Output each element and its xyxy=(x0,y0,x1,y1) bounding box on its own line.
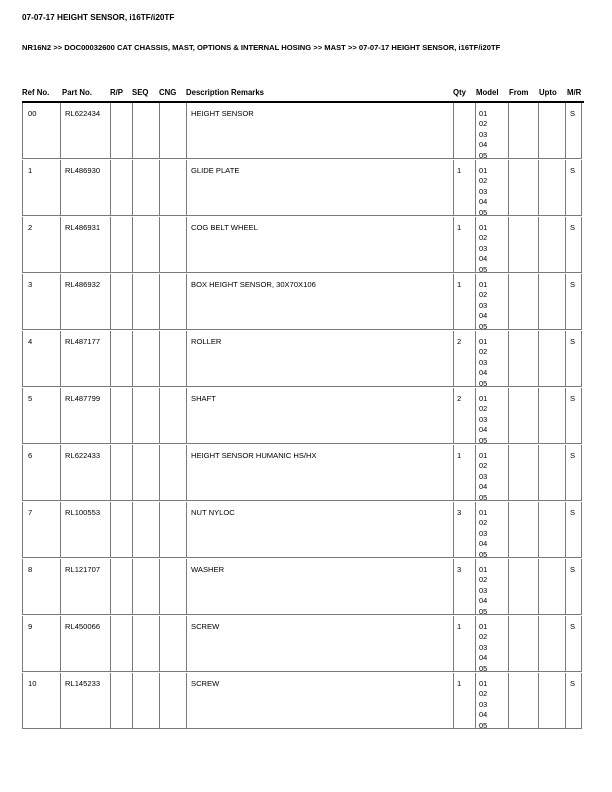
model-code: 03 xyxy=(479,642,488,652)
table-row xyxy=(22,160,582,216)
column-divider xyxy=(538,331,539,386)
model-code: 05 xyxy=(479,663,488,673)
model-code: 05 xyxy=(479,606,488,616)
cell-part-no: RL145233 xyxy=(65,679,101,688)
model-code: 04 xyxy=(479,197,488,207)
column-divider xyxy=(132,502,133,557)
column-divider xyxy=(110,559,111,614)
column-divider xyxy=(159,217,160,272)
cell-part-no: RL100553 xyxy=(65,508,101,517)
cell-mr: S xyxy=(570,223,576,232)
column-divider xyxy=(475,217,476,272)
cell-description: HEIGHT SENSOR xyxy=(191,109,254,118)
model-code: 05 xyxy=(479,378,488,388)
column-divider xyxy=(565,502,566,557)
model-code: 05 xyxy=(479,150,488,160)
column-divider xyxy=(453,445,454,500)
model-code: 01 xyxy=(479,280,488,289)
cell-models xyxy=(479,394,487,446)
model-code: 01 xyxy=(479,565,488,574)
column-divider xyxy=(159,559,160,614)
column-divider xyxy=(508,559,509,614)
cell-mr: S xyxy=(570,565,576,574)
table-row xyxy=(22,616,582,672)
model-code: 01 xyxy=(479,109,488,118)
column-divider xyxy=(186,502,187,557)
cell-ref-no: 10 xyxy=(28,679,37,688)
model-code: 02 xyxy=(479,518,488,528)
column-divider xyxy=(60,502,61,557)
cell-description: ROLLER xyxy=(191,337,222,346)
table-row xyxy=(22,274,582,330)
cell-ref-no: 5 xyxy=(28,394,33,403)
column-divider xyxy=(60,616,61,671)
cell-part-no: RL622433 xyxy=(65,451,101,460)
column-divider xyxy=(60,559,61,614)
cell-ref-no: 8 xyxy=(28,565,33,574)
column-divider xyxy=(453,217,454,272)
model-code: 03 xyxy=(479,186,488,196)
model-code: 03 xyxy=(479,243,488,253)
column-divider xyxy=(132,445,133,500)
cell-models xyxy=(479,166,487,218)
column-divider xyxy=(453,160,454,215)
cell-mr: S xyxy=(570,337,576,346)
column-divider xyxy=(508,445,509,500)
cell-qty: 1 xyxy=(457,679,462,688)
column-divider xyxy=(60,388,61,443)
model-code: 05 xyxy=(479,207,488,217)
model-code: 04 xyxy=(479,596,488,606)
column-divider xyxy=(565,217,566,272)
column-divider xyxy=(508,673,509,728)
cell-qty: 2 xyxy=(457,337,462,346)
cell-part-no: RL486930 xyxy=(65,166,101,175)
column-divider xyxy=(453,673,454,728)
model-code: 01 xyxy=(479,166,488,175)
col-part-no: Part No. xyxy=(62,88,92,97)
column-divider xyxy=(508,331,509,386)
cell-description: SHAFT xyxy=(191,394,216,403)
table-row xyxy=(22,445,582,501)
model-code: 04 xyxy=(479,140,488,150)
cell-description: HEIGHT SENSOR HUMANIC HS/HX xyxy=(191,451,317,460)
column-divider xyxy=(453,103,454,158)
column-divider xyxy=(538,388,539,443)
model-code: 05 xyxy=(479,264,488,274)
cell-description: WASHER xyxy=(191,565,225,574)
column-divider xyxy=(475,331,476,386)
column-divider xyxy=(60,160,61,215)
model-code: 04 xyxy=(479,539,488,549)
column-divider xyxy=(110,502,111,557)
model-code: 04 xyxy=(479,482,488,492)
model-code: 04 xyxy=(479,254,488,264)
cell-description: GLIDE PLATE xyxy=(191,166,240,175)
column-divider xyxy=(132,217,133,272)
model-code: 03 xyxy=(479,585,488,595)
cell-ref-no: 6 xyxy=(28,451,33,460)
column-divider xyxy=(508,502,509,557)
col-cng: CNG xyxy=(159,88,177,97)
column-divider xyxy=(159,616,160,671)
cell-ref-no: 4 xyxy=(28,337,33,346)
column-divider xyxy=(159,445,160,500)
cell-part-no: RL450066 xyxy=(65,622,101,631)
model-code: 02 xyxy=(479,233,488,243)
column-divider xyxy=(159,160,160,215)
cell-qty: 1 xyxy=(457,280,462,289)
table-row xyxy=(22,388,582,444)
col-description: Description Remarks xyxy=(186,88,264,97)
model-code: 02 xyxy=(479,632,488,642)
column-divider xyxy=(132,160,133,215)
model-code: 02 xyxy=(479,689,488,699)
column-divider xyxy=(565,331,566,386)
column-divider xyxy=(475,445,476,500)
cell-ref-no: 9 xyxy=(28,622,33,631)
column-divider xyxy=(538,217,539,272)
column-divider xyxy=(60,673,61,728)
model-code: 01 xyxy=(479,451,488,460)
cell-part-no: RL486932 xyxy=(65,280,101,289)
model-code: 05 xyxy=(479,321,488,331)
column-divider xyxy=(565,160,566,215)
column-divider xyxy=(186,274,187,329)
cell-ref-no: 1 xyxy=(28,166,33,175)
column-divider xyxy=(538,502,539,557)
model-code: 03 xyxy=(479,129,488,139)
column-divider xyxy=(60,103,61,158)
column-divider xyxy=(508,274,509,329)
model-code: 05 xyxy=(479,435,488,445)
cell-mr: S xyxy=(570,508,576,517)
column-divider xyxy=(110,673,111,728)
column-divider xyxy=(60,445,61,500)
model-code: 03 xyxy=(479,300,488,310)
column-divider xyxy=(60,217,61,272)
cell-qty: 1 xyxy=(457,166,462,175)
cell-qty: 1 xyxy=(457,622,462,631)
column-divider xyxy=(186,445,187,500)
table-row xyxy=(22,217,582,273)
cell-description: COG BELT WHEEL xyxy=(191,223,258,232)
column-divider xyxy=(186,388,187,443)
model-code: 02 xyxy=(479,404,488,414)
model-code: 05 xyxy=(479,720,488,730)
column-divider xyxy=(186,331,187,386)
column-divider xyxy=(565,445,566,500)
cell-description: BOX HEIGHT SENSOR, 30X70X106 xyxy=(191,280,316,289)
column-divider xyxy=(565,616,566,671)
model-code: 01 xyxy=(479,622,488,631)
column-divider xyxy=(475,103,476,158)
cell-models xyxy=(479,679,487,731)
column-divider xyxy=(475,616,476,671)
column-divider xyxy=(110,445,111,500)
model-code: 04 xyxy=(479,368,488,378)
column-divider xyxy=(110,331,111,386)
column-divider xyxy=(132,616,133,671)
column-divider xyxy=(453,331,454,386)
cell-models xyxy=(479,109,487,161)
table-row xyxy=(22,559,582,615)
cell-models xyxy=(479,223,487,275)
cell-mr: S xyxy=(570,166,576,175)
col-from: From xyxy=(509,88,529,97)
column-divider xyxy=(538,160,539,215)
cell-ref-no: 7 xyxy=(28,508,33,517)
column-divider xyxy=(475,274,476,329)
cell-mr: S xyxy=(570,280,576,289)
column-divider xyxy=(565,673,566,728)
column-divider xyxy=(159,331,160,386)
column-divider xyxy=(110,160,111,215)
column-divider xyxy=(132,673,133,728)
column-divider xyxy=(565,559,566,614)
model-code: 02 xyxy=(479,176,488,186)
table-row xyxy=(22,331,582,387)
table-header xyxy=(0,88,612,100)
column-divider xyxy=(475,502,476,557)
cell-description: NUT NYLOC xyxy=(191,508,235,517)
col-rp: R/P xyxy=(110,88,123,97)
column-divider xyxy=(186,673,187,728)
col-mr: M/R xyxy=(567,88,582,97)
column-divider xyxy=(132,103,133,158)
model-code: 05 xyxy=(479,492,488,502)
column-divider xyxy=(159,388,160,443)
cell-description: SCREW xyxy=(191,622,220,631)
page-title: 07-07-17 HEIGHT SENSOR, i16TF/i20TF xyxy=(22,13,175,22)
column-divider xyxy=(565,103,566,158)
column-divider xyxy=(453,388,454,443)
column-divider xyxy=(110,103,111,158)
cell-models xyxy=(479,451,487,503)
column-divider xyxy=(132,274,133,329)
col-qty: Qty xyxy=(453,88,466,97)
model-code: 03 xyxy=(479,699,488,709)
model-code: 04 xyxy=(479,710,488,720)
column-divider xyxy=(538,673,539,728)
cell-models xyxy=(479,508,487,560)
column-divider xyxy=(186,616,187,671)
column-divider xyxy=(186,559,187,614)
breadcrumb: NR16N2 >> DOC00032600 CAT CHASSIS, MAST, OPTIONS & INTERNAL HOSING >> MAST >> 07-07-17 HEIGHT SENSOR, i16TF/i20TF xyxy=(22,43,501,52)
column-divider xyxy=(453,559,454,614)
model-code: 01 xyxy=(479,508,488,517)
cell-part-no: RL487177 xyxy=(65,337,101,346)
column-divider xyxy=(159,502,160,557)
column-divider xyxy=(110,274,111,329)
cell-qty: 1 xyxy=(457,451,462,460)
cell-qty: 3 xyxy=(457,565,462,574)
cell-qty: 2 xyxy=(457,394,462,403)
model-code: 03 xyxy=(479,414,488,424)
model-code: 01 xyxy=(479,394,488,403)
model-code: 03 xyxy=(479,471,488,481)
cell-part-no: RL121707 xyxy=(65,565,101,574)
cell-qty: 3 xyxy=(457,508,462,517)
col-seq: SEQ xyxy=(132,88,149,97)
cell-models xyxy=(479,337,487,389)
col-upto: Upto xyxy=(539,88,557,97)
column-divider xyxy=(538,445,539,500)
table-row xyxy=(22,673,582,729)
column-divider xyxy=(565,274,566,329)
column-divider xyxy=(475,388,476,443)
column-divider xyxy=(453,274,454,329)
cell-mr: S xyxy=(570,394,576,403)
cell-part-no: RL622434 xyxy=(65,109,101,118)
column-divider xyxy=(475,559,476,614)
model-code: 02 xyxy=(479,461,488,471)
column-divider xyxy=(132,559,133,614)
column-divider xyxy=(159,103,160,158)
cell-models xyxy=(479,280,487,332)
column-divider xyxy=(508,217,509,272)
column-divider xyxy=(132,331,133,386)
col-model: Model xyxy=(476,88,499,97)
cell-models xyxy=(479,622,487,674)
model-code: 02 xyxy=(479,290,488,300)
model-code: 02 xyxy=(479,119,488,129)
model-code: 01 xyxy=(479,679,488,688)
column-divider xyxy=(538,103,539,158)
table-row xyxy=(22,502,582,558)
column-divider xyxy=(475,160,476,215)
column-divider xyxy=(60,331,61,386)
model-code: 03 xyxy=(479,357,488,367)
cell-mr: S xyxy=(570,109,576,118)
column-divider xyxy=(110,217,111,272)
cell-description: SCREW xyxy=(191,679,220,688)
model-code: 04 xyxy=(479,311,488,321)
cell-mr: S xyxy=(570,451,576,460)
table-row xyxy=(22,103,582,159)
cell-part-no: RL487799 xyxy=(65,394,101,403)
column-divider xyxy=(508,103,509,158)
cell-part-no: RL486931 xyxy=(65,223,101,232)
column-divider xyxy=(453,616,454,671)
model-code: 02 xyxy=(479,575,488,585)
column-divider xyxy=(110,616,111,671)
model-code: 04 xyxy=(479,425,488,435)
cell-ref-no: 00 xyxy=(28,109,37,118)
column-divider xyxy=(159,673,160,728)
cell-qty: 1 xyxy=(457,223,462,232)
model-code: 01 xyxy=(479,337,488,346)
column-divider xyxy=(538,559,539,614)
column-divider xyxy=(186,217,187,272)
cell-ref-no: 3 xyxy=(28,280,33,289)
column-divider xyxy=(186,160,187,215)
cell-mr: S xyxy=(570,679,576,688)
column-divider xyxy=(110,388,111,443)
column-divider xyxy=(508,616,509,671)
column-divider xyxy=(538,274,539,329)
column-divider xyxy=(538,616,539,671)
column-divider xyxy=(159,274,160,329)
column-divider xyxy=(508,160,509,215)
cell-models xyxy=(479,565,487,617)
column-divider xyxy=(186,103,187,158)
column-divider xyxy=(453,502,454,557)
column-divider xyxy=(565,388,566,443)
model-code: 05 xyxy=(479,549,488,559)
column-divider xyxy=(475,673,476,728)
cell-ref-no: 2 xyxy=(28,223,33,232)
model-code: 02 xyxy=(479,347,488,357)
column-divider xyxy=(132,388,133,443)
col-ref-no: Ref No. xyxy=(22,88,50,97)
column-divider xyxy=(508,388,509,443)
cell-mr: S xyxy=(570,622,576,631)
model-code: 03 xyxy=(479,528,488,538)
model-code: 01 xyxy=(479,223,488,232)
model-code: 04 xyxy=(479,653,488,663)
column-divider xyxy=(60,274,61,329)
